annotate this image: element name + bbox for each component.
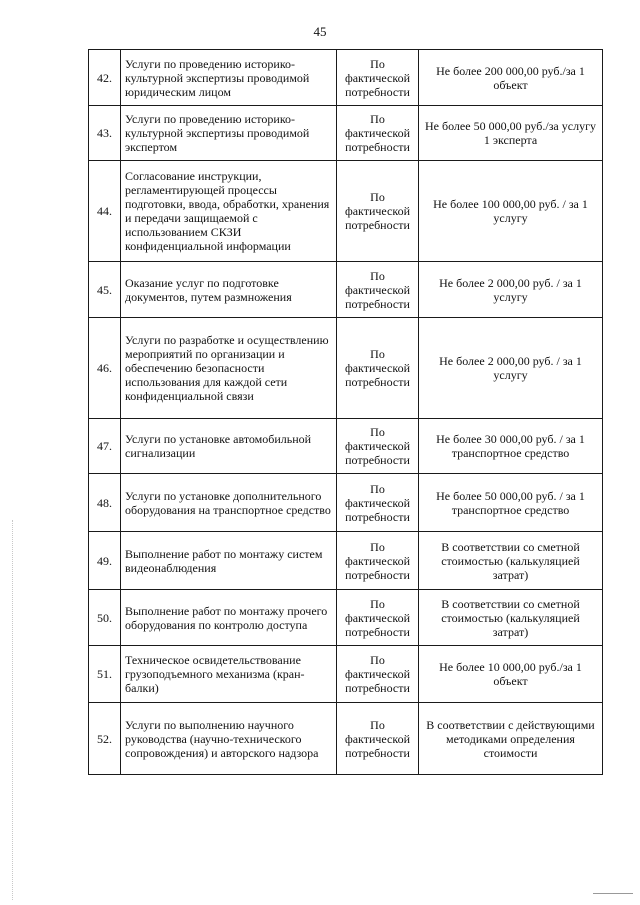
table-row — [89, 161, 603, 262]
service-basis: По фактической потребности — [337, 262, 419, 318]
service-price: Не более 50 000,00 руб./за услугу 1 эксперта — [419, 106, 603, 161]
service-basis: По фактической потребности — [337, 703, 419, 775]
service-price: Не более 30 000,00 руб. / за 1 транспортное средство — [419, 419, 603, 474]
service-price: Не более 10 000,00 руб./за 1 объект — [419, 646, 603, 703]
row-number: 46. — [89, 318, 121, 419]
table-row — [89, 703, 603, 775]
row-number: 48. — [89, 474, 121, 532]
service-price: Не более 50 000,00 руб. / за 1 транспортное средство — [419, 474, 603, 532]
service-name: Услуги по проведению историко-культурной экспертизы проводимой юридическим лицом — [121, 50, 337, 106]
table-row — [89, 50, 603, 106]
service-name: Услуги по разработке и осуществлению мероприятий по организации и обеспечению безопасности использования для каждой сети конфиденциальной связи — [121, 318, 337, 419]
row-number: 52. — [89, 703, 121, 775]
table-row — [89, 532, 603, 590]
service-name: Услуги по установке автомобильной сигнализации — [121, 419, 337, 474]
row-number: 44. — [89, 161, 121, 262]
service-price: В соответствии со сметной стоимостью (калькуляцией затрат) — [419, 532, 603, 590]
services-table-body — [89, 50, 603, 775]
service-basis: По фактической потребности — [337, 161, 419, 262]
row-number: 45. — [89, 262, 121, 318]
service-price: Не более 200 000,00 руб./за 1 объект — [419, 50, 603, 106]
scan-margin-line — [12, 520, 13, 900]
service-price: Не более 2 000,00 руб. / за 1 услугу — [419, 262, 603, 318]
table-row — [89, 419, 603, 474]
scan-corner-mark — [593, 893, 633, 894]
service-basis: По фактической потребности — [337, 106, 419, 161]
row-number: 47. — [89, 419, 121, 474]
service-name: Услуги по установке дополнительного оборудования на транспортное средство — [121, 474, 337, 532]
service-name: Услуги по выполнению научного руководства (научно-технического сопровождения) и авторского надзора — [121, 703, 337, 775]
service-name: Услуги по проведению историко-культурной экспертизы проводимой экспертом — [121, 106, 337, 161]
service-basis: По фактической потребности — [337, 474, 419, 532]
page-number: 45 — [313, 24, 327, 39]
service-basis: По фактической потребности — [337, 50, 419, 106]
table-row — [89, 474, 603, 532]
service-name: Выполнение работ по монтажу систем видеонаблюдения — [121, 532, 337, 590]
row-number: 50. — [89, 590, 121, 646]
service-name: Выполнение работ по монтажу прочего оборудования по контролю доступа — [121, 590, 337, 646]
service-name: Оказание услуг по подготовке документов, путем размножения — [121, 262, 337, 318]
table-row — [89, 318, 603, 419]
row-number: 51. — [89, 646, 121, 703]
service-basis: По фактической потребности — [337, 419, 419, 474]
row-number: 49. — [89, 532, 121, 590]
service-basis: По фактической потребности — [337, 590, 419, 646]
service-name: Согласование инструкции, регламентирующей процессы подготовки, ввода, обработки, хранения и передачи защищаемой с использованием СКЗИ конфиденциальной информации — [121, 161, 337, 262]
table-row — [89, 262, 603, 318]
service-basis: По фактической потребности — [337, 532, 419, 590]
services-table — [88, 49, 603, 775]
row-number: 42. — [89, 50, 121, 106]
row-number: 43. — [89, 106, 121, 161]
service-basis: По фактической потребности — [337, 646, 419, 703]
table-row — [89, 590, 603, 646]
service-price: В соответствии с действующими методиками определения стоимости — [419, 703, 603, 775]
service-price: Не более 2 000,00 руб. / за 1 услугу — [419, 318, 603, 419]
table-row — [89, 106, 603, 161]
table-row — [89, 646, 603, 703]
service-price: Не более 100 000,00 руб. / за 1 услугу — [419, 161, 603, 262]
service-name: Техническое освидетельствование грузоподъемного механизма (кран-балки) — [121, 646, 337, 703]
service-basis: По фактической потребности — [337, 318, 419, 419]
service-price: В соответствии со сметной стоимостью (калькуляцией затрат) — [419, 590, 603, 646]
